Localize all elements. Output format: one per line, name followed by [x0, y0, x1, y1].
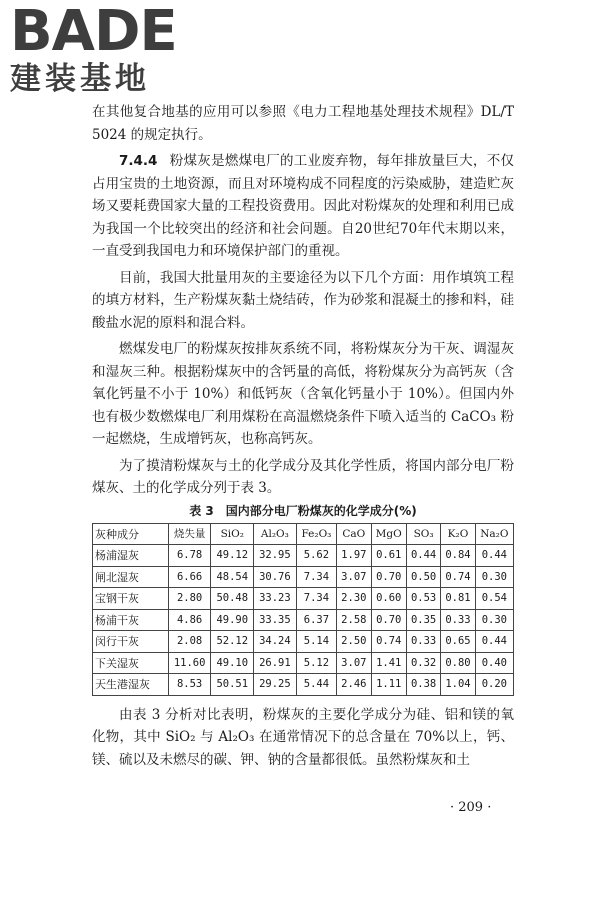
value-cell: 0.38: [406, 674, 440, 696]
value-cell: 30.76: [254, 566, 297, 588]
value-cell: 11.60: [168, 652, 211, 674]
value-cell: 0.44: [475, 631, 513, 653]
logo-tagline: 建装基地: [10, 61, 150, 97]
value-cell: 2.58: [337, 609, 371, 631]
value-cell: 0.60: [371, 588, 406, 610]
value-cell: 50.51: [211, 674, 254, 696]
value-cell: 0.65: [441, 631, 475, 653]
table-row: [93, 566, 514, 588]
table-row: [93, 631, 514, 653]
value-cell: 0.35: [406, 609, 440, 631]
value-cell: 49.10: [211, 652, 254, 674]
section-paragraph: [92, 150, 514, 263]
chemical-composition-table: [92, 523, 514, 696]
value-cell: 0.54: [475, 588, 513, 610]
value-cell: 0.44: [406, 545, 440, 567]
table-caption: 表 3 国内部分电厂粉煤灰的化学成分(%): [189, 503, 417, 518]
value-cell: 0.61: [371, 545, 406, 567]
body-paragraph-2: 燃煤发电厂的粉煤灰按排灰系统不同，将粉煤灰分为干灰、调湿灰和湿灰三种。根据粉煤灰中的含钙量的高低，将粉煤灰分为高钙灰（含氧化钙量不小于 10%）和低钙灰（含氧化钙量小于 10%）。但国内外也有极少数燃煤电厂利用煤粉在高温燃烧条件下喷入适当的 CaCO₃ 粉一起燃烧，生成增钙灰，也称高钙灰。: [92, 341, 514, 447]
ash-type-cell: 宝钢干灰: [93, 588, 169, 610]
value-cell: 48.54: [211, 566, 254, 588]
table-row: [93, 674, 514, 696]
table-header-cell: SO₃: [406, 523, 440, 545]
value-cell: 33.23: [254, 588, 297, 610]
ash-type-cell: 闸北湿灰: [93, 566, 169, 588]
logo: [10, 0, 177, 97]
document-body: [92, 101, 514, 771]
value-cell: 52.12: [211, 631, 254, 653]
ash-type-cell: 杨浦干灰: [93, 609, 169, 631]
closing-paragraph: 由表 3 分析对比表明，粉煤灰的主要化学成分为硅、铝和镁的氧化物，其中 SiO₂ 与 Al₂O₃ 在通常情况下的总含量在 70%以上，钙、镁、硫以及未燃尽的碳、钾、钠的含量都很低。虽然粉煤灰和土: [92, 706, 514, 768]
value-cell: 2.80: [168, 588, 211, 610]
value-cell: 0.33: [406, 631, 440, 653]
value-cell: 0.53: [406, 588, 440, 610]
value-cell: 26.91: [254, 652, 297, 674]
value-cell: 49.90: [211, 609, 254, 631]
value-cell: 4.86: [168, 609, 211, 631]
value-cell: 0.40: [475, 652, 513, 674]
body-paragraph-3: 为了摸清粉煤灰与土的化学成分及其化学性质，将国内部分电厂粉煤灰、土的化学成分列于表 3。: [92, 457, 514, 496]
table-row: [93, 588, 514, 610]
value-cell: 0.81: [441, 588, 475, 610]
value-cell: 0.50: [406, 566, 440, 588]
table-row: [93, 609, 514, 631]
value-cell: 34.24: [254, 631, 297, 653]
section-text: 粉煤灰是燃煤电厂的工业废弃物，每年排放量巨大，不仅占用宝贵的土地资源，而且对环境构成不同程度的污染威胁，建造贮灰场又要耗费国家大量的工程投资费用。因此对粉煤灰的处理和利用已成为我国一个比较突出的经济和社会问题。自20世纪70年代末期以来，一直受到我国电力和环境保护部门的重视。: [92, 153, 514, 259]
ash-type-cell: 下关湿灰: [93, 652, 169, 674]
value-cell: 0.70: [371, 609, 406, 631]
value-cell: 5.12: [296, 652, 336, 674]
value-cell: 0.70: [371, 566, 406, 588]
value-cell: 0.30: [475, 566, 513, 588]
value-cell: 0.74: [441, 566, 475, 588]
value-cell: 29.25: [254, 674, 297, 696]
table-header-cell: 烧失量: [168, 523, 211, 545]
body-paragraph-1: 目前，我国大批量用灰的主要途径为以下几个方面：用作填筑工程的填方材料，生产粉煤灰黏土烧结砖，作为砂浆和混凝土的掺和料，硅酸盐水泥的原料和混合料。: [92, 269, 514, 331]
value-cell: 5.44: [296, 674, 336, 696]
table-header-cell: SiO₂: [211, 523, 254, 545]
value-cell: 2.50: [337, 631, 371, 653]
value-cell: 7.34: [296, 566, 336, 588]
value-cell: 3.07: [337, 566, 371, 588]
table-header-cell: 灰种成分: [93, 523, 169, 545]
ash-type-cell: 杨浦湿灰: [93, 545, 169, 567]
value-cell: 2.08: [168, 631, 211, 653]
ash-type-cell: 天生港湿灰: [93, 674, 169, 696]
table-header-cell: K₂O: [441, 523, 475, 545]
page-number: · 209 ·: [450, 800, 492, 815]
value-cell: 1.97: [337, 545, 371, 567]
table-header-cell: MgO: [371, 523, 406, 545]
value-cell: 6.78: [168, 545, 211, 567]
table-header-cell: Na₂O: [475, 523, 513, 545]
value-cell: 6.37: [296, 609, 336, 631]
value-cell: 1.11: [371, 674, 406, 696]
value-cell: 0.32: [406, 652, 440, 674]
table-header-cell: Al₂O₃: [254, 523, 297, 545]
value-cell: 0.30: [475, 609, 513, 631]
value-cell: 32.95: [254, 545, 297, 567]
value-cell: 33.35: [254, 609, 297, 631]
section-number: 7.4.4: [119, 153, 158, 169]
value-cell: 6.66: [168, 566, 211, 588]
value-cell: 50.48: [211, 588, 254, 610]
value-cell: 7.34: [296, 588, 336, 610]
value-cell: 0.20: [475, 674, 513, 696]
value-cell: 1.41: [371, 652, 406, 674]
value-cell: 0.74: [371, 631, 406, 653]
value-cell: 3.07: [337, 652, 371, 674]
value-cell: 2.46: [337, 674, 371, 696]
value-cell: 5.14: [296, 631, 336, 653]
table-body: [93, 545, 514, 696]
value-cell: 1.04: [441, 674, 475, 696]
table-header-cell: Fe₂O₃: [296, 523, 336, 545]
value-cell: 0.80: [441, 652, 475, 674]
table-header-cell: CaO: [337, 523, 371, 545]
value-cell: 2.30: [337, 588, 371, 610]
value-cell: 5.62: [296, 545, 336, 567]
value-cell: 0.44: [475, 545, 513, 567]
table-row: [93, 652, 514, 674]
intro-paragraph: 在其他复合地基的应用可以参照《电力工程地基处理技术规程》DL/T 5024 的规定执行。: [92, 104, 514, 143]
logo-brand: BADE: [10, 0, 177, 64]
table-row: [93, 545, 514, 567]
value-cell: 0.84: [441, 545, 475, 567]
value-cell: 8.53: [168, 674, 211, 696]
ash-type-cell: 闵行干灰: [93, 631, 169, 653]
value-cell: 0.33: [441, 609, 475, 631]
table-header-row: [93, 523, 514, 545]
value-cell: 49.12: [211, 545, 254, 567]
